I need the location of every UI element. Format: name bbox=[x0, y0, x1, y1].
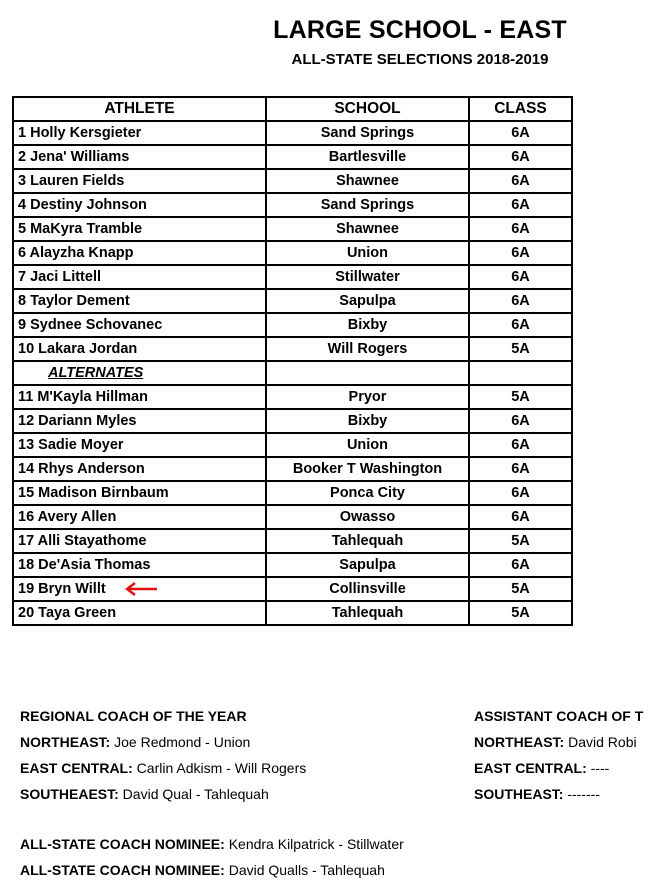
class-cell: 6A bbox=[469, 193, 572, 217]
athlete-name: 9 Sydnee Schovanec bbox=[18, 317, 163, 333]
athlete-name: 15 Madison Birnbaum bbox=[18, 485, 169, 501]
school-cell: Booker T Washington bbox=[266, 457, 469, 481]
nominee-label: ALL-STATE COACH NOMINEE: bbox=[20, 836, 225, 852]
table-row bbox=[13, 601, 572, 625]
athlete-cell bbox=[13, 265, 266, 289]
nominee-label: ALL-STATE COACH NOMINEE: bbox=[20, 862, 225, 878]
region-label: NORTHEAST: bbox=[474, 734, 565, 750]
assistant-coach-section bbox=[474, 703, 643, 807]
class-cell: 6A bbox=[469, 553, 572, 577]
athlete-cell bbox=[13, 481, 266, 505]
athlete-cell bbox=[13, 121, 266, 145]
nominee-name: David Qualls - Tahlequah bbox=[224, 862, 385, 878]
class-cell: 6A bbox=[469, 145, 572, 169]
athlete-name: 13 Sadie Moyer bbox=[18, 437, 124, 453]
table-row bbox=[13, 553, 572, 577]
table-row bbox=[13, 337, 572, 361]
region-label: SOUTHEAST: bbox=[474, 786, 564, 802]
coach-name: Joe Redmond - Union bbox=[110, 734, 251, 750]
athlete-name: 5 MaKyra Tramble bbox=[18, 221, 143, 237]
table-row bbox=[13, 481, 572, 505]
athlete-cell bbox=[13, 385, 266, 409]
athlete-name: 12 Dariann Myles bbox=[18, 413, 137, 429]
athlete-cell bbox=[13, 289, 266, 313]
region-label: EAST CENTRAL: bbox=[474, 760, 587, 776]
school-cell: Sand Springs bbox=[266, 121, 469, 145]
athlete-cell bbox=[13, 241, 266, 265]
selections-table bbox=[12, 96, 573, 626]
school-cell: Pryor bbox=[266, 385, 469, 409]
table-row bbox=[13, 505, 572, 529]
athlete-cell bbox=[13, 145, 266, 169]
athlete-cell bbox=[13, 577, 266, 601]
class-cell: 6A bbox=[469, 241, 572, 265]
athlete-cell bbox=[13, 505, 266, 529]
school-cell: Will Rogers bbox=[266, 337, 469, 361]
athlete-name: 18 De'Asia Thomas bbox=[18, 557, 151, 573]
athlete-name: 8 Taylor Dement bbox=[18, 293, 130, 309]
school-cell: Sapulpa bbox=[266, 553, 469, 577]
column-header-athlete: ATHLETE bbox=[13, 97, 266, 121]
school-cell: Ponca City bbox=[266, 481, 469, 505]
class-cell: 6A bbox=[469, 457, 572, 481]
athlete-cell bbox=[13, 433, 266, 457]
school-cell: Tahlequah bbox=[266, 529, 469, 553]
class-cell: 5A bbox=[469, 337, 572, 361]
coach-name: David Robi bbox=[564, 734, 637, 750]
page-title: LARGE SCHOOL - EAST bbox=[273, 16, 567, 44]
class-cell: 5A bbox=[469, 529, 572, 553]
athlete-name: 17 Alli Stayathome bbox=[18, 533, 147, 549]
coach-name: Carlin Adkism - Will Rogers bbox=[132, 760, 307, 776]
table-cell-empty bbox=[266, 361, 469, 385]
assistant-coach-heading: ASSISTANT COACH OF T bbox=[474, 708, 644, 724]
athlete-cell bbox=[13, 193, 266, 217]
athlete-cell bbox=[13, 313, 266, 337]
school-cell: Bartlesville bbox=[266, 145, 469, 169]
table-row bbox=[13, 577, 572, 601]
athlete-cell bbox=[13, 529, 266, 553]
nominee-name: Kendra Kilpatrick - Stillwater bbox=[224, 836, 404, 852]
table-row bbox=[13, 265, 572, 289]
coach-name: David Qual - Tahlequah bbox=[118, 786, 269, 802]
athlete-name: 16 Avery Allen bbox=[18, 509, 117, 525]
school-cell: Owasso bbox=[266, 505, 469, 529]
region-label: SOUTHEAEST: bbox=[20, 786, 119, 802]
class-cell: 6A bbox=[469, 217, 572, 241]
athlete-name: 7 Jaci Littell bbox=[18, 269, 102, 285]
table-row bbox=[13, 289, 572, 313]
athlete-name: 11 M'Kayla Hillman bbox=[18, 389, 148, 405]
assistant-coach-east-central bbox=[474, 755, 643, 781]
school-cell: Sand Springs bbox=[266, 193, 469, 217]
table-row bbox=[13, 193, 572, 217]
class-cell: 6A bbox=[469, 289, 572, 313]
athlete-name: 1 Holly Kersgieter bbox=[18, 125, 142, 141]
table-row bbox=[13, 145, 572, 169]
class-cell: 5A bbox=[469, 601, 572, 625]
class-cell: 6A bbox=[469, 265, 572, 289]
column-header-class: CLASS bbox=[469, 97, 572, 121]
red-arrow-icon bbox=[124, 582, 158, 596]
athlete-name: 19 Bryn Willt bbox=[18, 581, 106, 597]
region-label: EAST CENTRAL: bbox=[20, 760, 133, 776]
table-row bbox=[13, 313, 572, 337]
school-cell: Sapulpa bbox=[266, 289, 469, 313]
athlete-name: 10 Lakara Jordan bbox=[18, 341, 138, 357]
school-cell: Tahlequah bbox=[266, 601, 469, 625]
class-cell: 5A bbox=[469, 385, 572, 409]
class-cell: 6A bbox=[469, 313, 572, 337]
athlete-name: 2 Jena' Williams bbox=[18, 149, 130, 165]
column-header-school: SCHOOL bbox=[266, 97, 469, 121]
school-cell: Union bbox=[266, 241, 469, 265]
assistant-coach-northeast bbox=[474, 729, 643, 755]
class-cell: 6A bbox=[469, 433, 572, 457]
athlete-cell bbox=[13, 457, 266, 481]
regional-coach-section bbox=[20, 703, 306, 807]
athlete-cell bbox=[13, 337, 266, 361]
athlete-name: 3 Lauren Fields bbox=[18, 173, 125, 189]
class-cell: 6A bbox=[469, 481, 572, 505]
table-row bbox=[13, 241, 572, 265]
coach-nominees-section bbox=[20, 831, 404, 883]
school-cell: Bixby bbox=[266, 313, 469, 337]
regional-coach-heading: REGIONAL COACH OF THE YEAR bbox=[20, 708, 247, 724]
assistant-coach-southeast bbox=[474, 781, 643, 807]
athlete-name: 6 Alayzha Knapp bbox=[18, 245, 134, 261]
coach-name: ------- bbox=[563, 786, 600, 802]
coach-name: ---- bbox=[586, 760, 610, 776]
class-cell: 6A bbox=[469, 121, 572, 145]
athlete-cell bbox=[13, 601, 266, 625]
regional-coach-northeast bbox=[20, 729, 306, 755]
athlete-cell bbox=[13, 169, 266, 193]
table-row bbox=[13, 217, 572, 241]
athlete-name: 4 Destiny Johnson bbox=[18, 197, 147, 213]
table-header-row bbox=[13, 97, 572, 121]
table-row bbox=[13, 169, 572, 193]
school-cell: Shawnee bbox=[266, 169, 469, 193]
class-cell: 6A bbox=[469, 169, 572, 193]
table-row bbox=[13, 121, 572, 145]
coach-nominee-2 bbox=[20, 857, 404, 883]
coach-nominee-1 bbox=[20, 831, 404, 857]
class-cell: 6A bbox=[469, 409, 572, 433]
table-row bbox=[13, 385, 572, 409]
region-label: NORTHEAST: bbox=[20, 734, 111, 750]
athlete-name: 20 Taya Green bbox=[18, 605, 117, 621]
athlete-cell bbox=[13, 217, 266, 241]
school-cell: Bixby bbox=[266, 409, 469, 433]
class-cell: 5A bbox=[469, 577, 572, 601]
regional-coach-southeast bbox=[20, 781, 306, 807]
athlete-name: 14 Rhys Anderson bbox=[18, 461, 145, 477]
alternates-row bbox=[13, 361, 572, 385]
page-subtitle: ALL-STATE SELECTIONS 2018-2019 bbox=[291, 51, 549, 68]
school-cell: Shawnee bbox=[266, 217, 469, 241]
table-cell-empty bbox=[469, 361, 572, 385]
school-cell: Collinsville bbox=[266, 577, 469, 601]
table-row bbox=[13, 433, 572, 457]
athlete-cell bbox=[13, 409, 266, 433]
table-row bbox=[13, 409, 572, 433]
table-row bbox=[13, 457, 572, 481]
class-cell: 6A bbox=[469, 505, 572, 529]
regional-coach-east-central bbox=[20, 755, 306, 781]
table-row bbox=[13, 529, 572, 553]
alternates-label: ALTERNATES bbox=[13, 361, 266, 385]
school-cell: Stillwater bbox=[266, 265, 469, 289]
athlete-cell bbox=[13, 553, 266, 577]
school-cell: Union bbox=[266, 433, 469, 457]
